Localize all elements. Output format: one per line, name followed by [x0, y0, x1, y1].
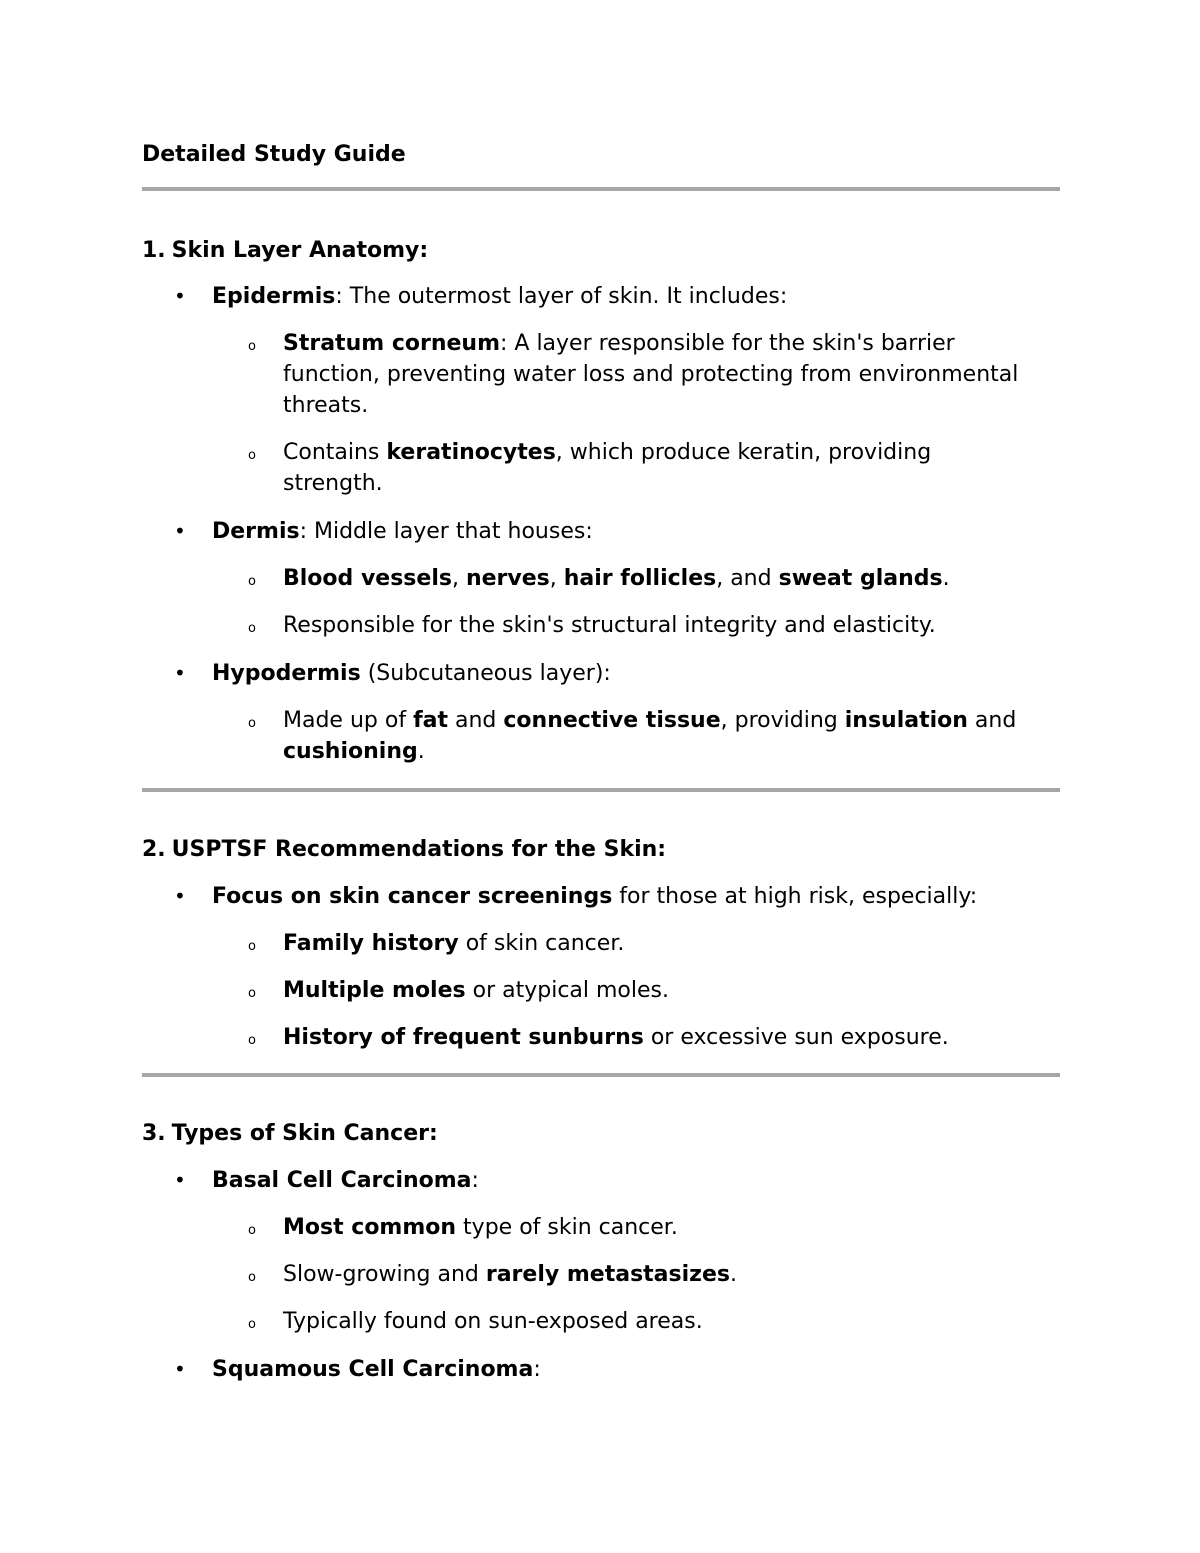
section-heading: 1. Skin Layer Anatomy:	[142, 238, 429, 263]
sub-item-hypodermis-composition: o Made up of fat and connective tissue, providing insulation and cushioning.	[248, 708, 1017, 764]
section-types-of-skin-cancer	[142, 1119, 1060, 1385]
sub-bullet-icon: o	[248, 939, 256, 954]
sub-item-dermis-function: o Responsible for the skin's structural integrity and elasticity.	[142, 610, 1023, 641]
sub-item-sun-exposed: o Typically found on sun-exposed areas.	[142, 1306, 1023, 1337]
bullet-list	[142, 881, 1060, 1053]
bullet-list	[142, 1165, 1060, 1385]
sub-item-sunburns: o History of frequent sunburns or excessive sun exposure.	[142, 1022, 1023, 1053]
document-title: Detailed Study Guide	[142, 142, 406, 167]
sub-item-stratum-corneum: o Stratum corneum: A layer responsible for the skin's barrier function, preventing water loss and protecting from environmental threats.	[248, 331, 1019, 418]
horizontal-rule	[142, 1073, 1060, 1077]
list-item-basal-cell-carcinoma: • Basal Cell Carcinoma: o Most common type of skin cancer. o Slow-growing and rarely metastasizes. o Typically found on sun-exposed areas.	[142, 1165, 1060, 1337]
section-heading: 3. Types of Skin Cancer:	[142, 1121, 438, 1146]
sub-item-multiple-moles: o Multiple moles or atypical moles.	[142, 975, 1023, 1006]
sub-list	[212, 328, 1060, 499]
list-item-epidermis: • Epidermis: The outermost layer of skin. It includes: o Stratum corneum: A layer responsible for the skin's barrier function, preventing water loss and protecting from environmental threats. o Contains keratinocytes, which produce keratin, providing strength.	[142, 281, 1060, 499]
sub-list	[212, 1212, 1060, 1337]
bullet-icon: •	[174, 284, 186, 308]
sub-list	[212, 563, 1060, 641]
list-item-squamous-cell-carcinoma: • Squamous Cell Carcinoma:	[142, 1354, 1060, 1385]
sub-bullet-icon: o	[248, 448, 256, 463]
sub-item-dermis-structures: o Blood vessels, nerves, hair follicles, and sweat glands.	[142, 563, 1023, 594]
section-usptsf-recommendations	[142, 835, 1060, 1053]
sub-list	[212, 928, 1060, 1053]
list-item-dermis: • Dermis: Middle layer that houses: o Blood vessels, nerves, hair follicles, and sweat glands. o Responsible for the skin's structural integrity and elasticity.	[142, 516, 1060, 641]
sub-item-family-history: o Family history of skin cancer.	[142, 928, 1023, 959]
bullet-icon: •	[174, 1168, 186, 1192]
sub-list	[212, 705, 1060, 767]
bullet-icon: •	[174, 884, 186, 908]
sub-item-most-common: o Most common type of skin cancer.	[142, 1212, 1023, 1243]
sub-item-keratinocytes: o Contains keratinocytes, which produce keratin, providing strength.	[248, 440, 932, 496]
list-item-hypodermis: • Hypodermis (Subcutaneous layer): o Made up of fat and connective tissue, providing insulation and cushioning.	[142, 658, 1060, 767]
sub-bullet-icon: o	[248, 621, 256, 636]
sub-bullet-icon: o	[248, 1270, 256, 1285]
section-heading: 2. USPTSF Recommendations for the Skin:	[142, 837, 667, 862]
horizontal-rule	[142, 187, 1060, 191]
sub-bullet-icon: o	[248, 986, 256, 1001]
sub-bullet-icon: o	[248, 1317, 256, 1332]
sub-bullet-icon: o	[248, 339, 256, 354]
sub-item-slow-growing: o Slow-growing and rarely metastasizes.	[142, 1259, 1023, 1290]
bullet-icon: •	[174, 1357, 186, 1381]
sub-bullet-icon: o	[248, 1033, 256, 1048]
sub-bullet-icon: o	[248, 574, 256, 589]
list-item-screenings: • Focus on skin cancer screenings for those at high risk, especially: o Family history of skin cancer. o Multiple moles or atypical moles. o History of frequent sunburns or excessive sun exposure.	[142, 881, 1060, 1053]
horizontal-rule	[142, 788, 1060, 792]
sub-bullet-icon: o	[248, 716, 256, 731]
sub-bullet-icon: o	[248, 1223, 256, 1238]
bullet-list	[142, 281, 1060, 767]
section-skin-layer-anatomy	[142, 236, 1060, 767]
bullet-icon: •	[174, 661, 186, 685]
bullet-icon: •	[174, 519, 186, 543]
